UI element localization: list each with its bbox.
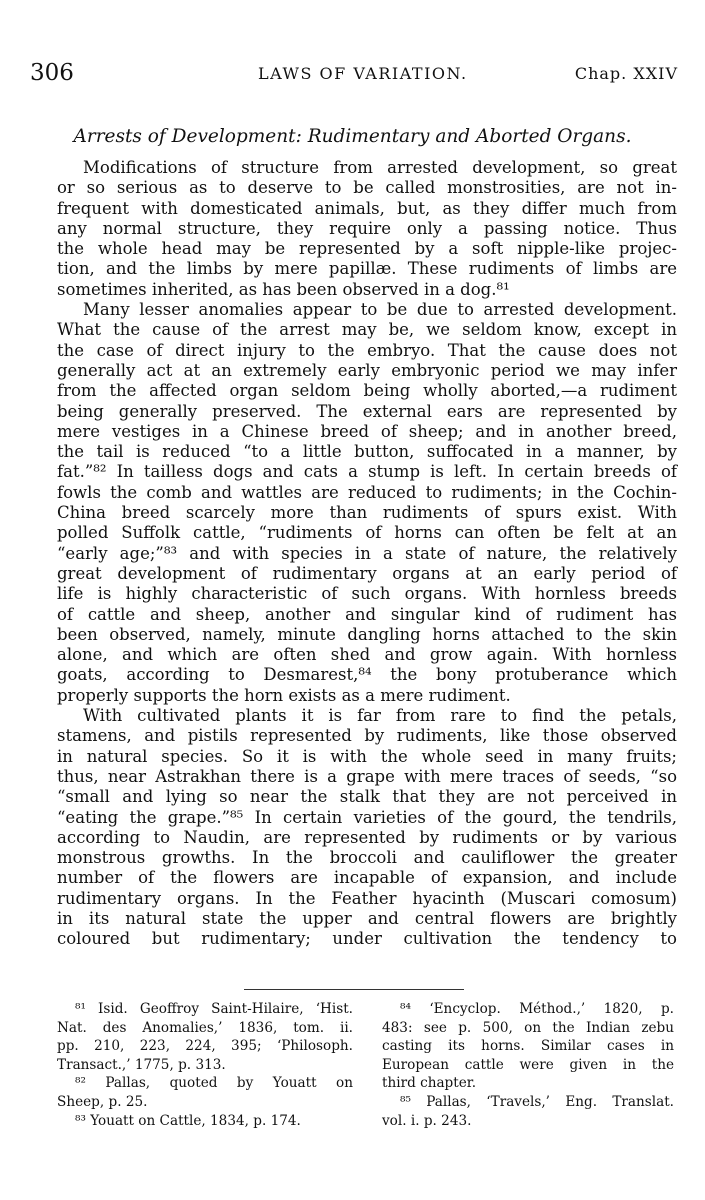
- text-line: in natural species. So it is with the whole seed in many fruits;: [57, 746, 677, 766]
- text-line: frequent with domesticated animals, but, as they differ much from: [57, 198, 677, 218]
- footnote-line: pp. 210, 223, 224, 395; ‘Philosoph.: [57, 1038, 353, 1055]
- text-line: rudimentary organs. In the Feather hyacinth (Muscari comosum): [57, 888, 677, 908]
- text-line: number of the flowers are incapable of expansion, and include: [57, 868, 677, 888]
- text-line: been observed, namely, minute dangling horns attached to the skin: [57, 624, 677, 644]
- running-title: LAWS OF VARIATION.: [258, 64, 468, 83]
- text-line: coloured but rudimentary; under cultivation the tendency to: [57, 929, 677, 949]
- text-line: from the affected organ seldom being wholly aborted,—a rudiment: [57, 381, 677, 401]
- footnote-rule: [244, 989, 464, 990]
- footnotes-left-column: [57, 1000, 353, 1130]
- text-line: the tail is reduced “to a little button, suffocated in a manner, by: [57, 442, 677, 462]
- text-line: Many lesser anomalies appear to be due to arrested development.: [83, 300, 677, 320]
- text-line: according to Naudin, are represented by rudiments or by various: [57, 827, 677, 847]
- text-line: tion, and the limbs by mere papillæ. These rudiments of limbs are: [57, 259, 677, 279]
- text-line: What the cause of the arrest may be, we seldom know, except in: [57, 320, 677, 340]
- text-line: alone, and which are often shed and grow again. With hornless: [57, 645, 677, 665]
- text-line: stamens, and pistils represented by rudiments, like those observed: [57, 726, 677, 746]
- footnote-line: Nat. des Anomalies,’ 1836, tom. ii.: [57, 1019, 353, 1036]
- text-line: being generally preserved. The external ears are represented by: [57, 401, 677, 421]
- footnote-line: ⁸⁴ ‘Encyclop. Méthod.,’ 1820, p.: [400, 1001, 674, 1017]
- text-line: the case of direct injury to the embryo. That the cause does not: [57, 340, 677, 360]
- footnote-line: casting its horns. Similar cases in: [382, 1038, 674, 1055]
- text-line: “eating the grape.”⁸⁵ In certain varieties of the gourd, the tendrils,: [57, 807, 677, 827]
- text-line: in its natural state the upper and central flowers are brightly: [57, 908, 677, 928]
- text-line: Modifications of structure from arrested development, so great: [83, 158, 677, 177]
- footnote-line: ⁸² Pallas, quoted by Youatt on: [75, 1075, 353, 1092]
- page-header: [30, 60, 678, 90]
- text-line: mere vestiges in a Chinese breed of sheep; and in another breed,: [57, 421, 677, 441]
- chapter-label: Chap. XXIV: [574, 64, 678, 83]
- text-line: properly supports the horn exists as a mere rudiment.: [57, 685, 511, 705]
- text-line: of cattle and sheep, another and singular kind of rudiment has: [57, 604, 677, 624]
- footnote-line: third chapter.: [382, 1075, 477, 1092]
- text-line: life is highly characteristic of such organs. With hornless breeds: [57, 584, 677, 604]
- text-line: thus, near Astrakhan there is a grape with mere traces of seeds, “so: [57, 766, 677, 786]
- body-text: [57, 158, 677, 950]
- text-line: “early age;”⁸³ and with species in a state of nature, the relatively: [57, 543, 677, 563]
- footnote-line: vol. i. p. 243.: [382, 1112, 472, 1129]
- footnote-line: 483: see p. 500, on the Indian zebu: [382, 1019, 674, 1036]
- text-line: “small and lying so near the stalk that they are not perceived in: [57, 787, 677, 807]
- footnote-line: ⁸³ Youatt on Cattle, 1834, p. 174.: [75, 1112, 301, 1129]
- footnote-line: ⁸¹ Isid. Geoffroy Saint-Hilaire, ‘Hist.: [75, 1001, 353, 1017]
- text-line: any normal structure, they require only a passing notice. Thus: [57, 218, 677, 238]
- text-line: China breed scarcely more than rudiments of spurs exist. With: [57, 503, 677, 523]
- text-line: great development of rudimentary organs at an early period of: [57, 563, 677, 583]
- text-line: generally act at an extremely early embryonic period we may infer: [57, 360, 677, 380]
- footnote-line: Sheep, p. 25.: [57, 1093, 148, 1110]
- footnote-line: European cattle were given in the: [382, 1056, 674, 1073]
- footnotes-right-column: [382, 1000, 674, 1130]
- text-line: sometimes inherited, as has been observed in a dog.⁸¹: [57, 279, 510, 299]
- page-number: 306: [30, 60, 74, 86]
- text-line: polled Suffolk cattle, “rudiments of horns can often be felt at an: [57, 523, 677, 543]
- footnote-line: ⁸⁵ Pallas, ‘Travels,’ Eng. Translat.: [400, 1093, 674, 1110]
- text-line: With cultivated plants it is far from rare to find the petals,: [83, 706, 677, 726]
- text-line: goats, according to Desmarest,⁸⁴ the bony protuberance which: [57, 665, 677, 685]
- section-title: Arrests of Development: Rudimentary and Aborted Organs.: [73, 126, 632, 147]
- text-line: or so serious as to deserve to be called monstrosities, are not in-: [57, 178, 677, 198]
- text-line: fowls the comb and wattles are reduced to rudiments; in the Cochin-: [57, 482, 677, 502]
- text-line: fat.”⁸² In tailless dogs and cats a stump is left. In certain breeds of: [57, 462, 677, 482]
- text-line: monstrous growths. In the broccoli and cauliflower the greater: [57, 848, 677, 868]
- footnote-line: Transact.,’ 1775, p. 313.: [57, 1056, 226, 1073]
- text-line: the whole head may be represented by a soft nipple-like projec-: [57, 239, 677, 259]
